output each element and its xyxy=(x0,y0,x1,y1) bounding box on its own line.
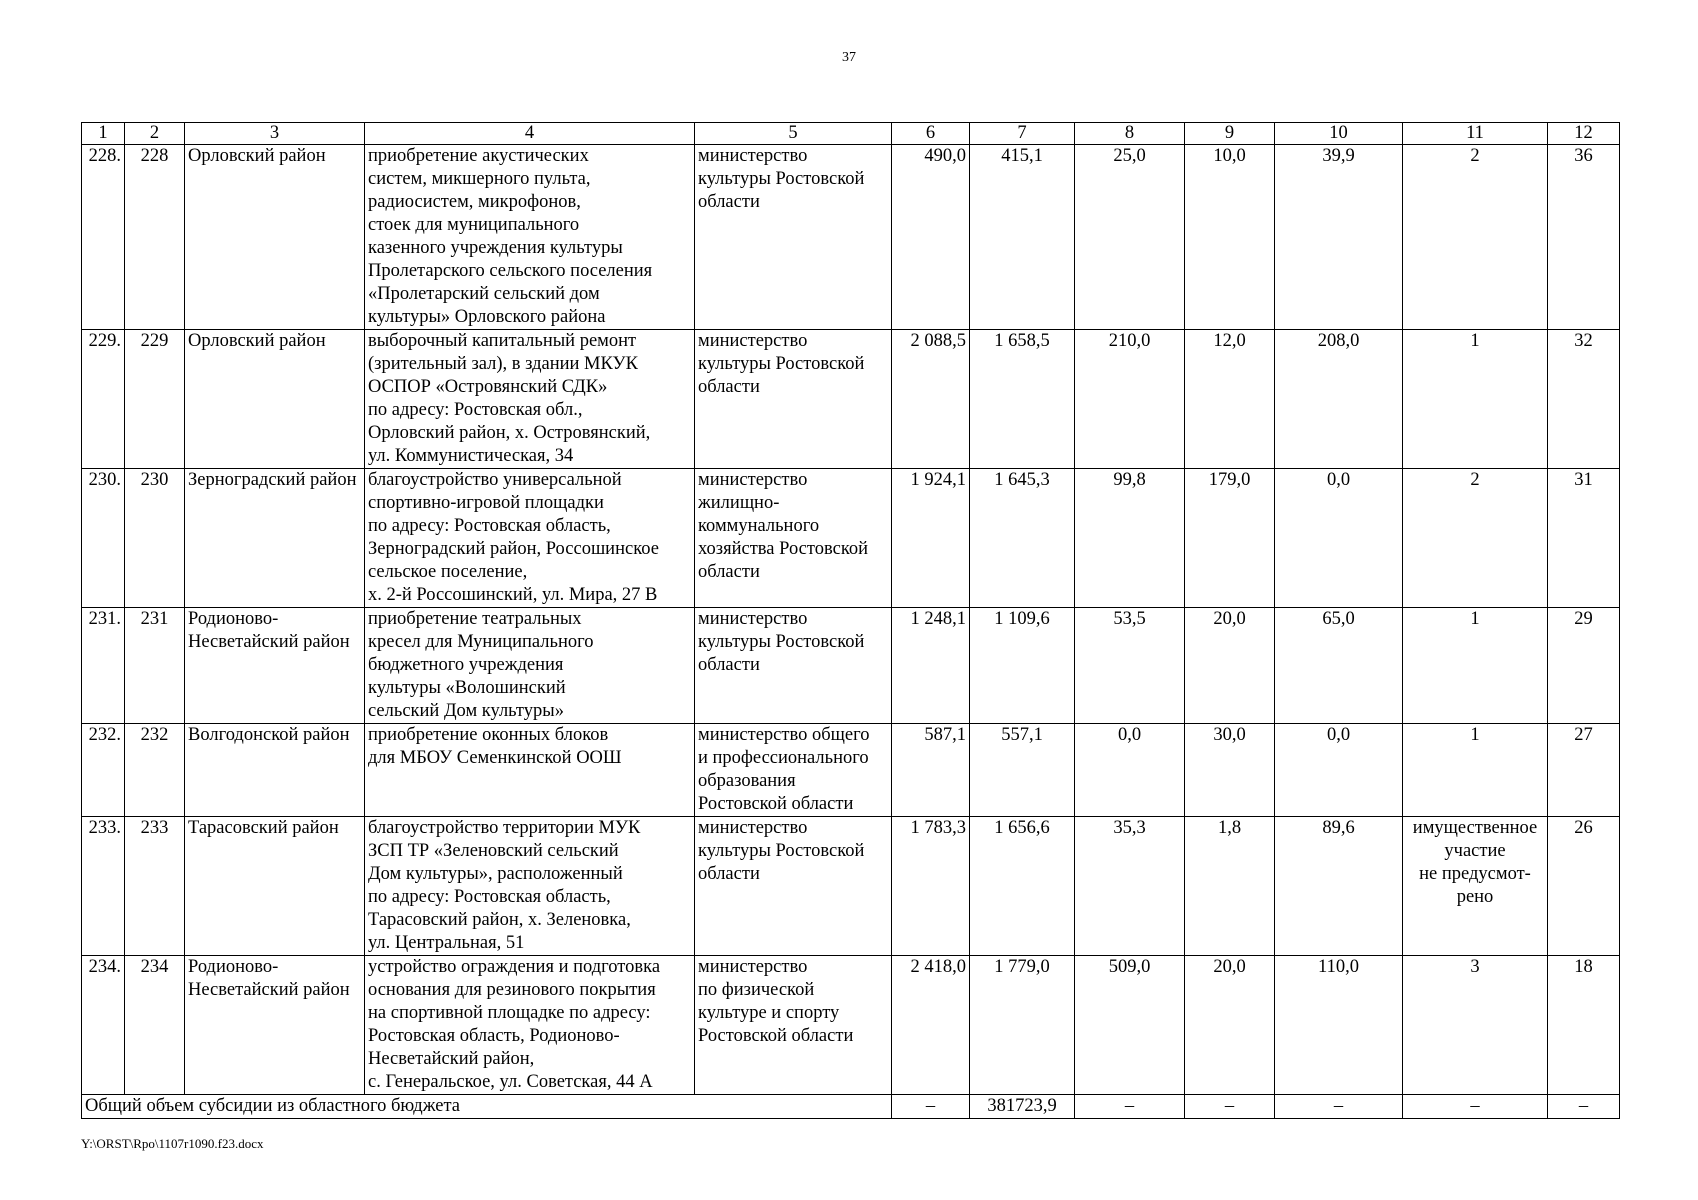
district: Зерноградский район xyxy=(185,469,365,608)
text-line: основания для резинового покрытия xyxy=(368,980,656,1000)
text-line: культуре и спорту xyxy=(698,1003,840,1023)
col8-value: 99,8 xyxy=(1075,469,1185,608)
col12-value: 31 xyxy=(1548,469,1620,608)
page-number: 37 xyxy=(842,50,856,65)
project-description xyxy=(365,608,695,724)
text-line: Дом культуры», расположенный xyxy=(368,864,623,884)
table-body xyxy=(82,123,1620,1119)
text-line: области xyxy=(698,192,760,212)
ministry xyxy=(695,817,892,956)
col6-value: 1 248,1 xyxy=(892,608,970,724)
row-number: 234. xyxy=(82,956,125,1095)
header-col-10: 10 xyxy=(1275,123,1403,145)
col8-value: 35,3 xyxy=(1075,817,1185,956)
text-line: хозяйства Ростовской xyxy=(698,539,869,559)
text-line: министерство общего xyxy=(698,725,870,745)
text-line: ОСПОР «Островянский СДК» xyxy=(368,377,608,397)
text-line: по физической xyxy=(698,980,815,1000)
table-row xyxy=(82,817,1620,956)
col10-value: 89,6 xyxy=(1275,817,1403,956)
col10-value: 208,0 xyxy=(1275,330,1403,469)
total-c11: – xyxy=(1403,1095,1548,1119)
header-number-row xyxy=(82,123,1620,145)
text-line: 2 xyxy=(1470,470,1480,490)
col12-value: 29 xyxy=(1548,608,1620,724)
col10-value: 0,0 xyxy=(1275,724,1403,817)
text-line: образования xyxy=(698,771,796,791)
text-line: ул. Центральная, 51 xyxy=(368,933,525,953)
text-line: области xyxy=(698,864,760,884)
text-line: области xyxy=(698,655,760,675)
col11-value xyxy=(1403,817,1548,956)
header-col-2: 2 xyxy=(125,123,185,145)
header-col-8: 8 xyxy=(1075,123,1185,145)
row-code: 234 xyxy=(125,956,185,1095)
text-line: культуры Ростовской xyxy=(698,169,865,189)
table-row xyxy=(82,145,1620,330)
district: Волгодонской район xyxy=(185,724,365,817)
text-line: Ростовской области xyxy=(698,1026,854,1046)
text-line: (зрительный зал), в здании МКУК xyxy=(368,354,638,374)
col11-value xyxy=(1403,956,1548,1095)
text-line: приобретение театральных xyxy=(368,609,582,629)
text-line: культуры Ростовской xyxy=(698,632,865,652)
col9-value: 12,0 xyxy=(1185,330,1275,469)
total-label: Общий объем субсидии из областного бюджета xyxy=(82,1095,892,1119)
total-c10: – xyxy=(1275,1095,1403,1119)
row-code: 231 xyxy=(125,608,185,724)
total-c7: 381723,9 xyxy=(970,1095,1075,1119)
col12-value: 32 xyxy=(1548,330,1620,469)
text-line: бюджетного учреждения xyxy=(368,655,564,675)
header-col-11: 11 xyxy=(1403,123,1548,145)
col9-value: 179,0 xyxy=(1185,469,1275,608)
col7-value: 557,1 xyxy=(970,724,1075,817)
text-line: области xyxy=(698,377,760,397)
text-line: на спортивной площадке по адресу: xyxy=(368,1003,651,1023)
text-line: спортивно-игровой площадки xyxy=(368,493,604,513)
text-line: систем, микшерного пульта, xyxy=(368,169,591,189)
table-row xyxy=(82,724,1620,817)
text-line: Тарасовский район, х. Зеленовка, xyxy=(368,910,631,930)
col12-value: 27 xyxy=(1548,724,1620,817)
text-line: казенного учреждения культуры xyxy=(368,238,623,258)
project-description xyxy=(365,330,695,469)
text-line: по адресу: Ростовская область, xyxy=(368,887,611,907)
text-line: Несветайский район, xyxy=(368,1049,535,1069)
header-col-4: 4 xyxy=(365,123,695,145)
district: Родионово-Несветайский район xyxy=(185,956,365,1095)
text-line: х. 2-й Россошинский, ул. Мира, 27 В xyxy=(368,585,658,605)
col12-value: 26 xyxy=(1548,817,1620,956)
col8-value: 53,5 xyxy=(1075,608,1185,724)
header-col-6: 6 xyxy=(892,123,970,145)
text-line: министерство xyxy=(698,146,808,166)
header-col-1: 1 xyxy=(82,123,125,145)
project-description xyxy=(365,956,695,1095)
col7-value: 1 656,6 xyxy=(970,817,1075,956)
text-line: благоустройство универсальной xyxy=(368,470,622,490)
col7-value: 1 109,6 xyxy=(970,608,1075,724)
text-line: стоек для муниципального xyxy=(368,215,580,235)
project-description xyxy=(365,724,695,817)
col10-value: 110,0 xyxy=(1275,956,1403,1095)
text-line: культуры» Орловского района xyxy=(368,307,606,327)
row-number: 230. xyxy=(82,469,125,608)
row-code: 232 xyxy=(125,724,185,817)
text-line: «Пролетарский сельский дом xyxy=(368,284,600,304)
text-line: кресел для Муниципального xyxy=(368,632,594,652)
header-col-9: 9 xyxy=(1185,123,1275,145)
text-line: приобретение акустических xyxy=(368,146,589,166)
district: Орловский район xyxy=(185,330,365,469)
col9-value: 10,0 xyxy=(1185,145,1275,330)
text-line: участие xyxy=(1444,841,1506,861)
text-line: культуры Ростовской xyxy=(698,354,865,374)
total-c8: – xyxy=(1075,1095,1185,1119)
row-code: 228 xyxy=(125,145,185,330)
file-path: Y:\ORST\Rpo\1107r1090.f23.docx xyxy=(81,1136,264,1151)
col12-value: 36 xyxy=(1548,145,1620,330)
text-line: сельское поселение, xyxy=(368,562,528,582)
text-line: устройство ограждения и подготовка xyxy=(368,957,661,977)
col8-value: 0,0 xyxy=(1075,724,1185,817)
district: Родионово-Несветайский район xyxy=(185,608,365,724)
table-row xyxy=(82,608,1620,724)
ministry xyxy=(695,724,892,817)
ministry xyxy=(695,956,892,1095)
text-line: культуры «Волошинский xyxy=(368,678,566,698)
col7-value: 1 658,5 xyxy=(970,330,1075,469)
row-number: 229. xyxy=(82,330,125,469)
text-line: Пролетарского сельского поселения xyxy=(368,261,653,281)
text-line: выборочный капитальный ремонт xyxy=(368,331,637,351)
col9-value: 1,8 xyxy=(1185,817,1275,956)
col9-value: 20,0 xyxy=(1185,608,1275,724)
col7-value: 1 779,0 xyxy=(970,956,1075,1095)
text-line: по адресу: Ростовская обл., xyxy=(368,400,583,420)
col8-value: 210,0 xyxy=(1075,330,1185,469)
col11-value xyxy=(1403,330,1548,469)
text-line: не предусмот- xyxy=(1419,864,1531,884)
col7-value: 1 645,3 xyxy=(970,469,1075,608)
ministry xyxy=(695,469,892,608)
table-row xyxy=(82,956,1620,1095)
row-code: 229 xyxy=(125,330,185,469)
col6-value: 490,0 xyxy=(892,145,970,330)
text-line: с. Генеральское, ул. Советская, 44 А xyxy=(368,1072,653,1092)
table-row xyxy=(82,330,1620,469)
text-line: министерство xyxy=(698,957,808,977)
total-c12: – xyxy=(1548,1095,1620,1119)
total-c9: – xyxy=(1185,1095,1275,1119)
text-line: ЗСП ТР «Зеленовский сельский xyxy=(368,841,619,861)
col6-value: 587,1 xyxy=(892,724,970,817)
col8-value: 509,0 xyxy=(1075,956,1185,1095)
col11-value xyxy=(1403,724,1548,817)
text-line: 2 xyxy=(1470,146,1480,166)
col6-value: 2 418,0 xyxy=(892,956,970,1095)
ministry xyxy=(695,608,892,724)
col6-value: 1 783,3 xyxy=(892,817,970,956)
text-line: Ростовской области xyxy=(698,794,854,814)
text-line: министерство xyxy=(698,609,808,629)
col6-value: 2 088,5 xyxy=(892,330,970,469)
header-col-7: 7 xyxy=(970,123,1075,145)
text-line: приобретение оконных блоков xyxy=(368,725,609,745)
text-line: для МБОУ Семенкинской ООШ xyxy=(368,748,622,768)
col12-value: 18 xyxy=(1548,956,1620,1095)
text-line: рено xyxy=(1456,887,1494,907)
text-line: коммунального xyxy=(698,516,820,536)
district: Орловский район xyxy=(185,145,365,330)
col9-value: 30,0 xyxy=(1185,724,1275,817)
row-code: 233 xyxy=(125,817,185,956)
header-col-3: 3 xyxy=(185,123,365,145)
text-line: 1 xyxy=(1470,725,1480,745)
district: Тарасовский район xyxy=(185,817,365,956)
col9-value: 20,0 xyxy=(1185,956,1275,1095)
text-line: по адресу: Ростовская область, xyxy=(368,516,611,536)
col6-value: 1 924,1 xyxy=(892,469,970,608)
total-c6: – xyxy=(892,1095,970,1119)
row-number: 228. xyxy=(82,145,125,330)
text-line: Ростовская область, Родионово- xyxy=(368,1026,620,1046)
text-line: министерство xyxy=(698,818,808,838)
text-line: жилищно- xyxy=(698,493,780,513)
text-line: сельский Дом культуры» xyxy=(368,701,564,721)
text-line: имущественное xyxy=(1412,818,1538,838)
col10-value: 0,0 xyxy=(1275,469,1403,608)
text-line: благоустройство территории МУК xyxy=(368,818,641,838)
row-number: 233. xyxy=(82,817,125,956)
text-line: 1 xyxy=(1470,609,1480,629)
project-description xyxy=(365,145,695,330)
ministry xyxy=(695,145,892,330)
text-line: Зерноградский район, Россошинское xyxy=(368,539,659,559)
total-row xyxy=(82,1095,1620,1119)
text-line: области xyxy=(698,562,760,582)
row-number: 232. xyxy=(82,724,125,817)
text-line: культуры Ростовской xyxy=(698,841,865,861)
text-line: министерство xyxy=(698,331,808,351)
table-row xyxy=(82,469,1620,608)
text-line: 3 xyxy=(1470,957,1480,977)
project-description xyxy=(365,817,695,956)
subsidy-table xyxy=(81,122,1620,1119)
col10-value: 39,9 xyxy=(1275,145,1403,330)
text-line: радиосистем, микрофонов, xyxy=(368,192,581,212)
col7-value: 415,1 xyxy=(970,145,1075,330)
col8-value: 25,0 xyxy=(1075,145,1185,330)
text-line: ул. Коммунистическая, 34 xyxy=(368,446,574,466)
row-code: 230 xyxy=(125,469,185,608)
text-line: 1 xyxy=(1470,331,1480,351)
ministry xyxy=(695,330,892,469)
col11-value xyxy=(1403,608,1548,724)
row-number: 231. xyxy=(82,608,125,724)
project-description xyxy=(365,469,695,608)
header-col-5: 5 xyxy=(695,123,892,145)
text-line: министерство xyxy=(698,470,808,490)
col11-value xyxy=(1403,145,1548,330)
text-line: Орловский район, х. Островянский, xyxy=(368,423,651,443)
text-line: и профессионального xyxy=(698,748,869,768)
col10-value: 65,0 xyxy=(1275,608,1403,724)
header-col-12: 12 xyxy=(1548,123,1620,145)
col11-value xyxy=(1403,469,1548,608)
